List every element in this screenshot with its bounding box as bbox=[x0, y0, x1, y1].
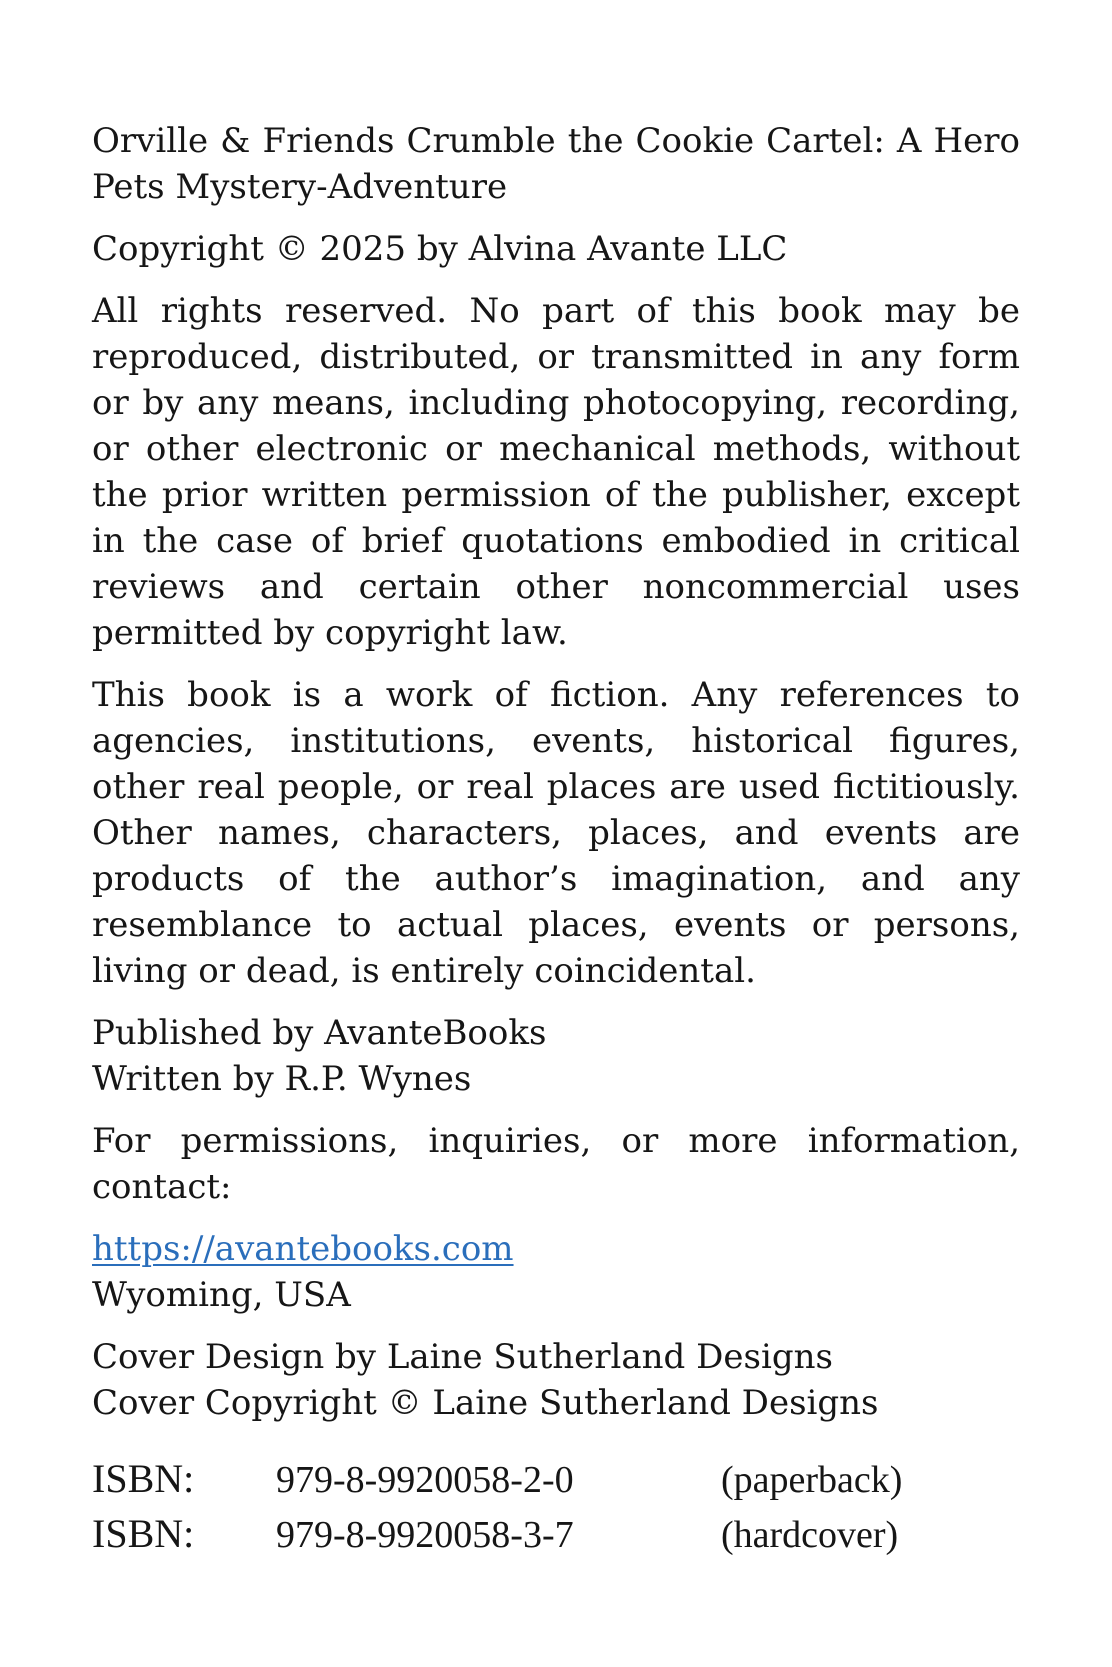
publisher-block bbox=[92, 1010, 1020, 1102]
isbn-block bbox=[92, 1452, 1020, 1562]
rights-paragraph: All rights reserved. No part of this book may be reproduced, distributed, or transmitted in any form or by any means, including photocopying, recording, or other electronic or mechanical methods, without the prior written permission of the publisher, except in the case of brief quotations embodied in critical reviews and certain other noncommercial uses permitted by copyright law. bbox=[92, 291, 1020, 653]
location-line: Wyoming, USA bbox=[92, 1275, 351, 1315]
isbn-number: 979-8-9920058-2-0 bbox=[276, 1459, 574, 1501]
contact-block bbox=[92, 1226, 1020, 1318]
publisher-line: Published by AvanteBooks bbox=[92, 1013, 547, 1053]
isbn-label: ISBN: bbox=[92, 1511, 195, 1556]
cover-design-line: Cover Design by Laine Sutherland Designs bbox=[92, 1337, 833, 1377]
isbn-format: (paperback) bbox=[721, 1459, 903, 1501]
fiction-disclaimer: This book is a work of fiction. Any references to agencies, institutions, events, historical figures, other real people, or real places are used fictitiously. Other names, characters, places, and events are products of the author’s imagination, and any resemblance to actual places, events or persons, living or dead, is entirely coincidental. bbox=[92, 675, 1020, 991]
isbn-row bbox=[92, 1452, 1020, 1507]
contact-intro: For permissions, inquiries, or more information, contact: bbox=[92, 1121, 1020, 1207]
isbn-format: (hardcover) bbox=[721, 1514, 899, 1556]
isbn-label: ISBN: bbox=[92, 1456, 195, 1501]
cover-credits bbox=[92, 1334, 1020, 1426]
author-line: Written by R.P. Wynes bbox=[92, 1059, 472, 1099]
isbn-number: 979-8-9920058-3-7 bbox=[276, 1514, 574, 1556]
copyright-line: Copyright © 2025 by Alvina Avante LLC bbox=[92, 229, 788, 269]
isbn-row bbox=[92, 1507, 1020, 1562]
website-link[interactable]: https://avantebooks.com bbox=[92, 1229, 514, 1269]
cover-copyright-line: Cover Copyright © Laine Sutherland Designs bbox=[92, 1383, 879, 1423]
copyright-page bbox=[92, 118, 1020, 1562]
book-title: Orville & Friends Crumble the Cookie Cartel: A Hero Pets Mystery-Adventure bbox=[92, 121, 1020, 207]
